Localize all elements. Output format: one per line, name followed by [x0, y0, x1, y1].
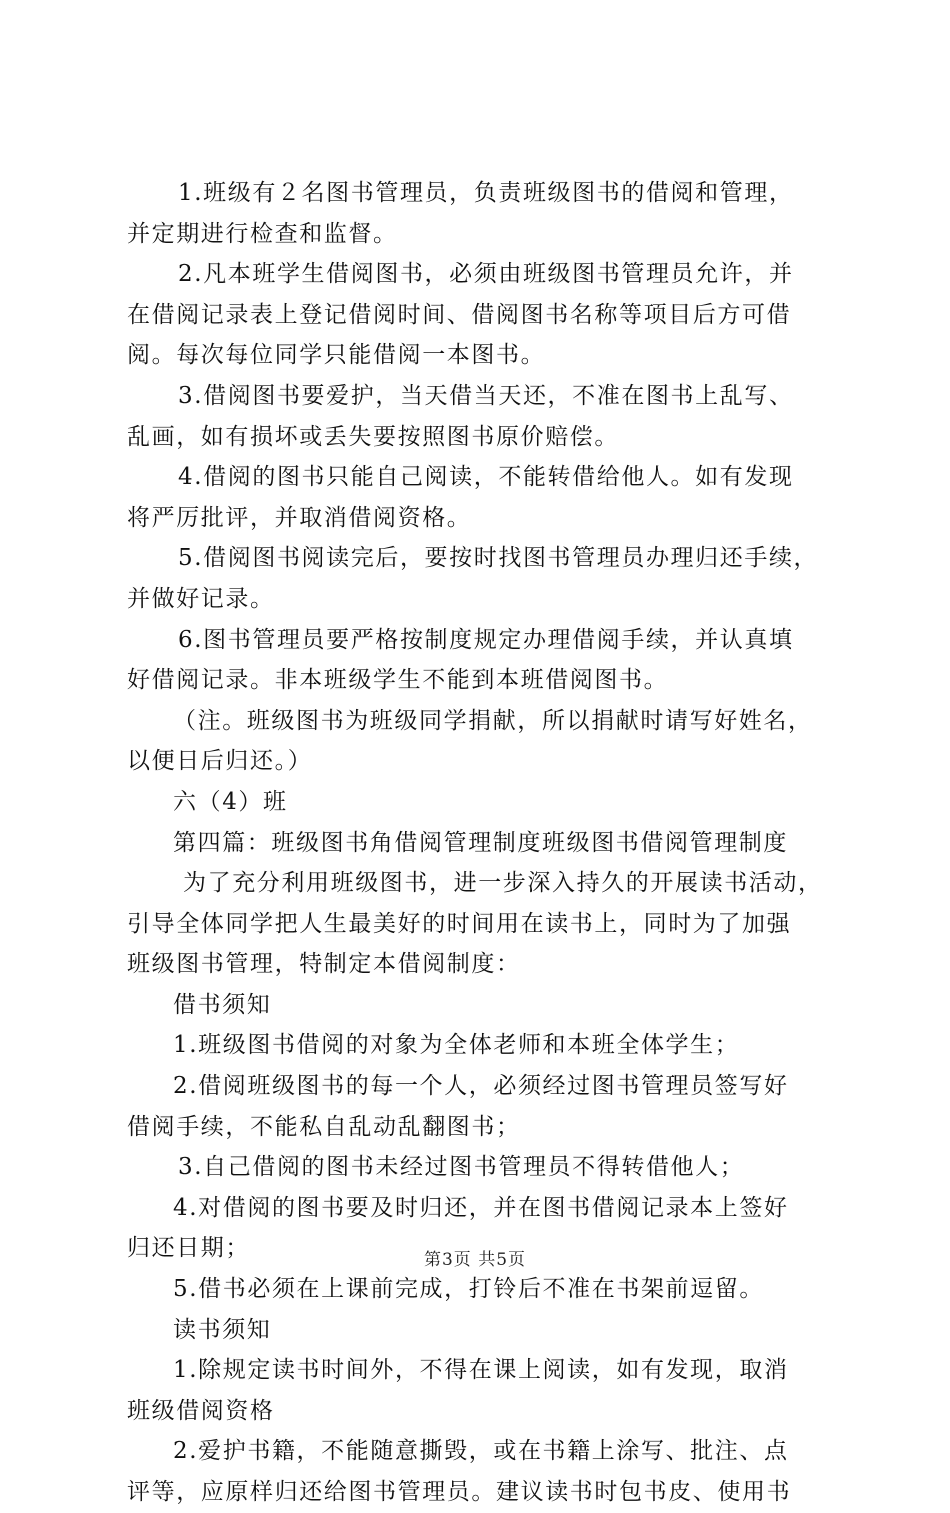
document-body	[127, 173, 837, 1513]
subheading-borrowing-rules: 借书须知	[173, 991, 272, 1018]
class-signature: 六（4）班	[173, 788, 288, 815]
text-line: 为了充分利用班级图书，进一步深入持久的开展读书活动，	[183, 870, 823, 897]
text-line: 在借阅记录表上登记借阅时间、借阅图书名称等项目后方可借	[127, 301, 792, 328]
section-heading: 第四篇：班级图书角借阅管理制度班级图书借阅管理制度	[173, 829, 788, 856]
text-line: 将严厉批评，并取消借阅资格。	[127, 504, 472, 531]
text-line: 5.借阅图书阅读完后，要按时找图书管理员办理归还手续，	[178, 545, 819, 572]
text-line: 归还日期；	[127, 1235, 250, 1262]
text-line: 评等，应原样归还给图书管理员。建议读书时包书皮、使用书	[127, 1479, 792, 1505]
text-line: 阅。每次每位同学只能借阅一本图书。	[127, 342, 546, 369]
text-line: 引导全体同学把人生最美好的时间用在读书上，同时为了加强	[127, 910, 792, 937]
text-line: 3.借阅图书要爱护，当天借当天还，不准在图书上乱写、	[178, 382, 794, 409]
text-line: 以便日后归还。）	[127, 748, 313, 775]
text-line: 3.自己借阅的图书未经过图书管理员不得转借他人；	[178, 1154, 745, 1181]
text-line: 1.除规定读书时间外，不得在课上阅读，如有发现，取消	[173, 1357, 789, 1384]
text-line: 并做好记录。	[127, 585, 275, 612]
text-line: 2.爱护书籍，不能随意撕毁，或在书籍上涂写、批注、点	[173, 1438, 789, 1465]
subheading-reading-rules: 读书须知	[173, 1316, 272, 1343]
text-line: 好借阅记录。非本班级学生不能到本班借阅图书。	[127, 667, 669, 694]
text-line: （注。班级图书为班级同学捐献，所以捐献时请写好姓名，	[173, 707, 813, 734]
text-line: 乱画，如有损坏或丢失要按照图书原价赔偿。	[127, 423, 619, 450]
text-line: 1.班级图书借阅的对象为全体老师和本班全体学生；	[173, 1032, 740, 1059]
text-line: 4.借阅的图书只能自己阅读，不能转借给他人。如有发现	[178, 464, 794, 491]
text-line: 2.凡本班学生借阅图书，必须由班级图书管理员允许，并	[178, 261, 794, 288]
text-line: 班级借阅资格	[127, 1397, 275, 1424]
text-line: 1.班级有２名图书管理员，负责班级图书的借阅和管理，	[178, 180, 794, 206]
text-line: 2.借阅班级图书的每一个人，必须经过图书管理员签写好	[173, 1073, 789, 1100]
text-line: 5.借书必须在上课前完成，打铃后不准在书架前逗留。	[173, 1276, 764, 1303]
text-line: 借阅手续，不能私自乱动乱翻图书；	[127, 1113, 521, 1140]
text-line: 4.对借阅的图书要及时归还，并在图书借阅记录本上签好	[173, 1194, 789, 1221]
page-number-footer: 第3页 共5页	[423, 1250, 527, 1270]
text-line: 班级图书管理，特制定本借阅制度：	[127, 951, 521, 978]
text-line: 6.图书管理员要严格按制度规定办理借阅手续，并认真填	[178, 626, 794, 653]
text-line: 并定期进行检查和监督。	[127, 220, 398, 247]
